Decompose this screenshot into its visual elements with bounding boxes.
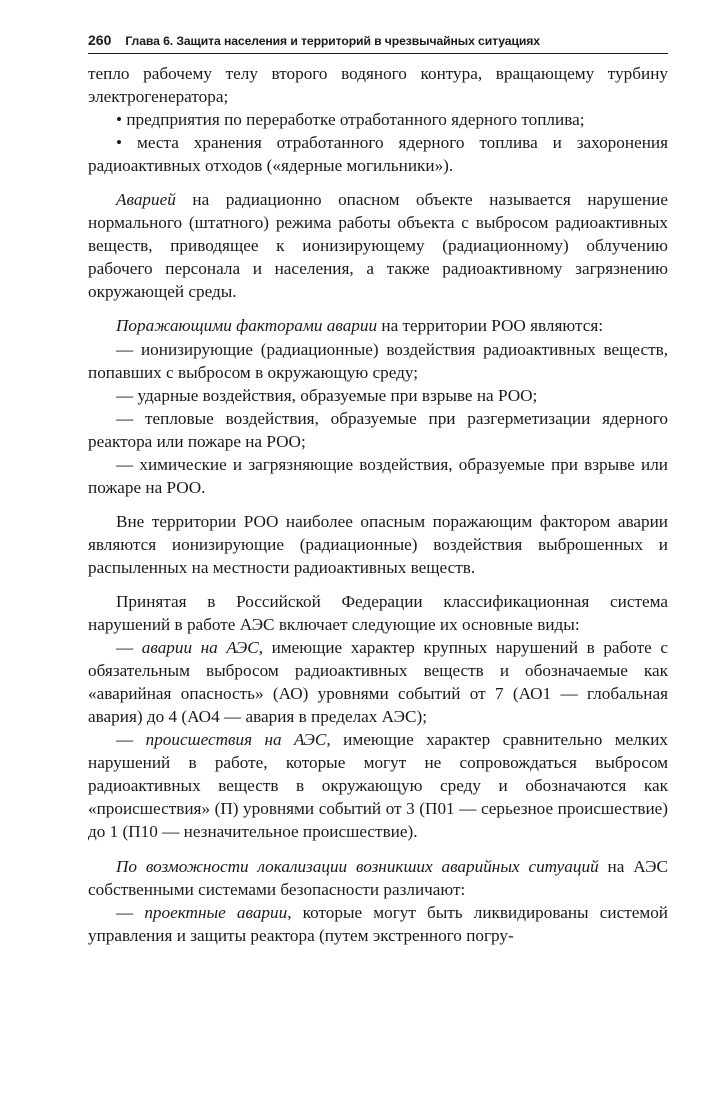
dash-item: — тепловые воздействия, образуемые при разгерметизации ядерного реактора или пожаре на РОО; (88, 408, 668, 451)
dash-marker: — (116, 339, 134, 359)
dash-item: — проектные аварии, которые могут быть ликвидированы системой управления и защиты реактора (путем экстренного погру- (88, 902, 669, 945)
running-head: Глава 6. Защита населения и территорий в чрезвычайных ситуациях (125, 34, 540, 48)
paragraph: Вне территории РОО наиболее опасным поражающим фактором аварии являются ионизирующие (радиационные) воздействия выброшенных и распыленных на местности радиоактивных веществ. (88, 511, 668, 577)
dash-item: — химические и загрязняющие воздействия, образуемые при взрыве или пожаре на РОО. (88, 454, 668, 497)
book-page (88, 32, 668, 947)
definition-paragraph: По возможности локализации возникших аварийных ситуаций на АЭС собственными системами безопасности различают: (88, 856, 668, 899)
dash-item: — аварии на АЭС, имеющие характер крупных нарушений в работе с обязательным выбросом радиоактивных веществ и обозначаемые как «аварийная опасность» (АО) уровнями событий от 7 (АО1 — глобальная авария) до 4 (АО4 — авария в пределах АЭС); (88, 638, 668, 727)
definition-paragraph: Аварией на радиационно опасном объекте называется нарушение нормального (штатного) режима работы объекта с выбросом радиоактивных веществ, приводящее к ионизирующему (радиационному) облучению рабочего персонала и населения, а также радиоактивному загрязнению окружающей среды. (88, 190, 668, 302)
paragraph: тепло рабочему телу второго водяного контура, вращающему турбину электрогенератора; (88, 64, 668, 107)
dash-marker: — (116, 385, 134, 405)
dash-marker: — (116, 730, 134, 750)
dash-item: — ионизирующие (радиационные) воздействия радиоактивных веществ, попавших с выбросом в окружающую среду; (88, 339, 668, 382)
bullet-marker: • (116, 133, 123, 153)
dash-marker: — (116, 638, 134, 658)
defined-term: аварии на АЭС (141, 638, 259, 658)
bullet-item: • предприятия по переработке отработанного ядерного топлива; (116, 110, 585, 130)
dash-item: — ударные воздействия, образуемые при взрыве на РОО; (116, 385, 538, 405)
dash-item: — происшествия на АЭС, имеющие характер сравнительно мелких нарушений в работе, которые могут не сопровождаться выбросом радиоактивных веществ в окружающую среду и обозначаются как «происшествия» (П) уровнями событий от 3 (П01 — серьезное происшествие) до 1 (П10 — незначительное происшествие). (88, 730, 668, 842)
defined-term: происшествия на АЭС (145, 730, 327, 750)
bullet-marker: • (116, 110, 123, 130)
page-header (88, 32, 668, 54)
body-text (88, 62, 668, 947)
dash-marker: — (116, 902, 134, 922)
dash-marker: — (116, 408, 134, 428)
paragraph: Принятая в Российской Федерации классификационная система нарушений в работе АЭС включает следующие их основные виды: (88, 591, 668, 635)
page-number: 260 (88, 32, 112, 48)
bullet-item: • места хранения отработанного ядерного топлива и захоронения радиоактивных отходов («ядерные могильники»). (88, 133, 669, 176)
defined-term: проектные аварии (144, 902, 288, 922)
dash-marker: — (116, 454, 134, 474)
defined-term: Аварией (116, 190, 176, 210)
defined-term: По возможности локализации возникших аварийных ситуаций (116, 856, 599, 876)
definition-paragraph: Поражающими факторами аварии на территории РОО являются: (116, 316, 603, 336)
defined-term: Поражающими факторами аварии (116, 316, 378, 336)
